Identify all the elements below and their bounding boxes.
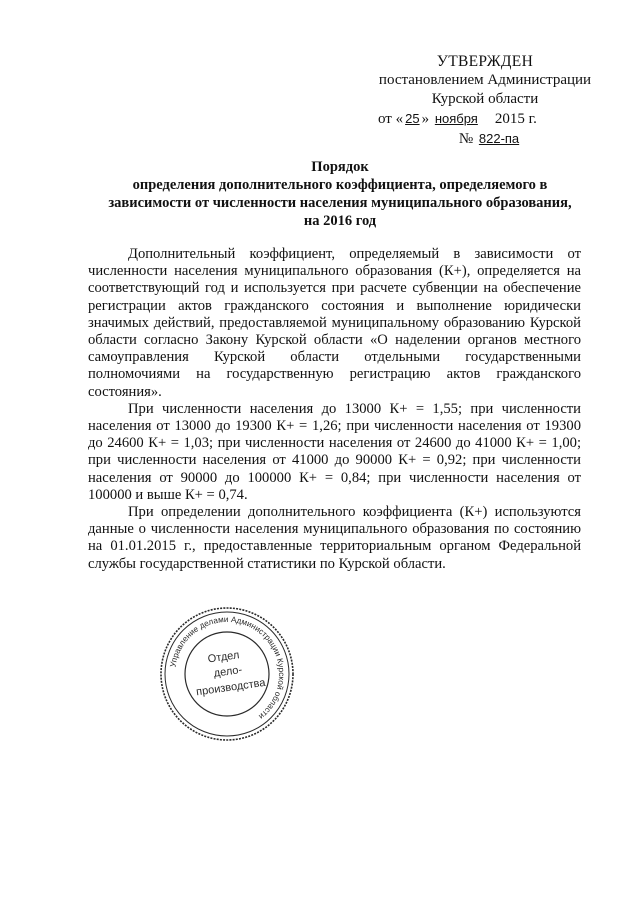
date-year: 2015 г.: [494, 111, 537, 127]
stamp-ring-text: Управление делами Администрации Курской области: [168, 614, 287, 722]
stamp-seal-icon: [158, 605, 296, 743]
date-day: 25: [405, 111, 420, 126]
heading-line-2: определения дополнительного коэффициента, определяемого в зависимости от численности населения муниципального образования, на 2016 год: [108, 177, 572, 229]
approval-title: УТВЕРЖДЕН: [436, 53, 534, 70]
approval-line-1: постановлением Администрации: [378, 72, 592, 88]
decree-number: 822-па: [478, 131, 520, 146]
date-mid: »: [421, 111, 430, 127]
paragraph-2: При численности населения до 13000 К+ = 1,55; при численности населения от 13000 до 19300 К+ = 1,26; при численности населения от 19300 до 24600 К+ = 1,03; при численности населения от 24600 до 41000 К+ = 1,00; при численности населения от 41000 до 90000 К+ = 0,92; при численности населения от 90000 до 100000 К+ = 0,84; при численности населения от 100000 и выше К+ = 0,74.: [88, 400, 581, 503]
paragraph-3: При определении дополнительного коэффициента (К+) используются данные о численности населения муниципального образования по состоянию на 01.01.2015 г., предоставленные территориальным органом Федеральной службы государственной статистики по Курской области.: [88, 504, 581, 572]
date-month: ноября: [434, 111, 478, 126]
stamp-center-line-3: производства: [195, 676, 267, 699]
approval-line-2: Курской области: [431, 91, 539, 107]
paragraph-1: Дополнительный коэффициент, определяемый в зависимости от численности населения муниципального образования (К+), определяется на соответствующий год и используется при расчете субвенции на обеспечение регистрации актов гражданского состояния и выполнение юридически значимых действий, предоставляемой муниципальному образованию Курской области согласно Закону Курской области «О наделении органов местного самоуправления Курской области отдельными государственными полномочиями на государственную регистрацию актов гражданского состояния».: [88, 246, 581, 400]
document-heading: [100, 158, 580, 230]
approval-block: [370, 52, 600, 149]
approval-number-line: [370, 129, 600, 149]
date-prefix: от «: [378, 111, 404, 127]
stamp-center-line-2: дело-: [213, 663, 243, 680]
number-prefix: №: [458, 131, 474, 147]
stamp-center-line-1: Отдел: [206, 649, 241, 666]
approval-date-line: [370, 109, 600, 129]
official-stamp: [158, 605, 296, 743]
heading-line-1: Порядок: [311, 159, 369, 175]
document-body: [88, 246, 581, 573]
